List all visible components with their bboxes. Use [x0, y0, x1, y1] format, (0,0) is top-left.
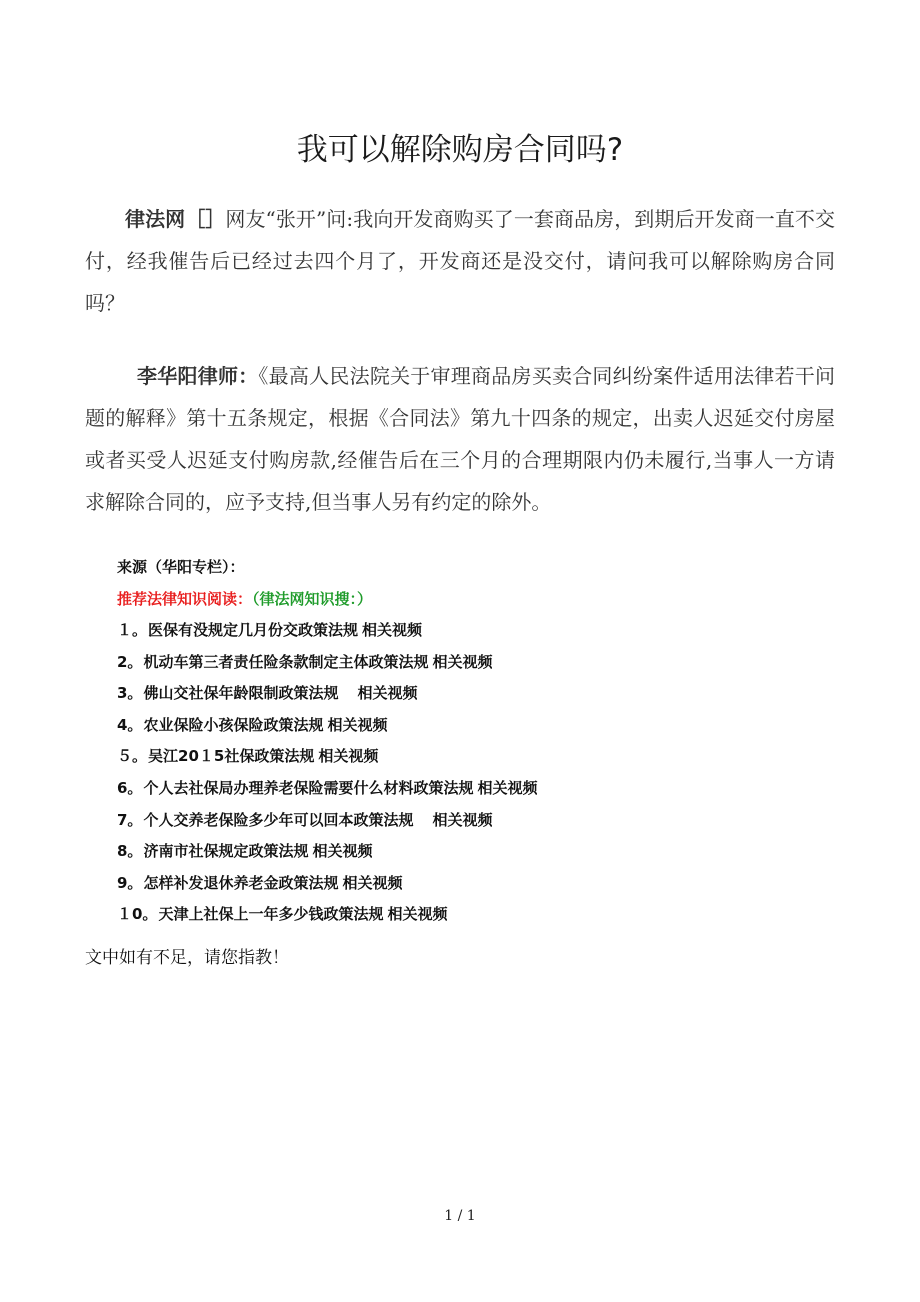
answer-paragraph [85, 355, 835, 523]
answer-lead: 李华阳律师： [137, 364, 259, 388]
article-link[interactable]: 怎样补发退休养老金政策法规 [143, 873, 339, 892]
list-item [117, 778, 537, 810]
article-link[interactable]: 个人交养老保险多少年可以回本政策法规 [143, 810, 429, 829]
item-number: ５。 [117, 747, 148, 766]
related-video-link[interactable]: 相关视频 [362, 621, 423, 639]
related-video-link[interactable]: 相关视频 [318, 747, 379, 766]
list-item [117, 652, 537, 684]
related-video-link[interactable]: 相关视频 [387, 905, 448, 924]
related-video-link[interactable]: 相关视频 [342, 873, 403, 892]
recommend-search-link[interactable]: （律法网知识搜：） [252, 590, 373, 608]
item-number: 3。 [117, 684, 143, 703]
related-video-link[interactable]: 相关视频 [432, 810, 493, 829]
item-number: 7。 [117, 810, 143, 829]
question-lead: 律法网［］ [125, 207, 226, 231]
page-number: 1 / 1 [444, 1208, 476, 1224]
recommended-articles-list [117, 620, 537, 936]
item-number: 8。 [117, 842, 143, 861]
list-item [117, 841, 537, 873]
list-item [117, 904, 537, 936]
list-item [117, 810, 537, 842]
source-line: 来源（华阳专栏）： [117, 558, 245, 576]
item-number: 2。 [117, 652, 143, 671]
article-link[interactable]: 济南市社保规定政策法规 [143, 842, 309, 861]
article-link[interactable]: 佛山交社保年龄限制政策法规 [143, 684, 354, 703]
article-link[interactable]: 天津上社保上一年多少钱政策法规 [158, 905, 384, 924]
closing-note: 文中如有不足，请您指教！ [85, 948, 289, 968]
item-number: 4。 [117, 715, 143, 734]
article-link[interactable]: 吴江20１5社保政策法规 [148, 747, 315, 766]
list-item [117, 746, 537, 778]
related-video-link[interactable]: 相关视频 [357, 684, 418, 703]
list-item [117, 620, 537, 652]
recommend-line [117, 589, 372, 609]
related-video-link[interactable]: 相关视频 [477, 778, 538, 797]
item-number: 9。 [117, 873, 143, 892]
related-video-link[interactable]: 相关视频 [432, 652, 493, 671]
article-link[interactable]: 个人去社保局办理养老保险需要什么材料政策法规 [143, 778, 474, 797]
list-item [117, 715, 537, 747]
item-number: １。 [117, 621, 148, 639]
item-number: １0。 [117, 905, 158, 924]
question-paragraph [85, 198, 835, 324]
article-link[interactable]: 机动车第三者责任险条款制定主体政策法规 [143, 652, 429, 671]
question-text: 网友“张开”问:我向开发商购买了一套商品房，到期后开发商一直不交付，经我催告后已经过去四个月了，开发商还是没交付，请问我可以解除购房合同吗？ [85, 207, 835, 315]
article-link[interactable]: 农业保险小孩保险政策法规 [143, 715, 324, 734]
list-item [117, 683, 537, 715]
related-video-link[interactable]: 相关视频 [327, 715, 388, 734]
related-video-link[interactable]: 相关视频 [312, 842, 373, 861]
recommend-label: 推荐法律知识阅读： [117, 590, 253, 608]
list-item [117, 873, 537, 905]
item-number: 6。 [117, 778, 143, 797]
article-link[interactable]: 医保有没规定几月份交政策法规 [148, 621, 359, 639]
page-title: 我可以解除购房合同吗? [296, 132, 624, 168]
answer-text: 《最高人民法院关于审理商品房买卖合同纠纷案件适用法律若干问题的解释》第十五条规定，根据《合同法》第九十四条的规定，出卖人迟延交付房屋或者买受人迟延支付购房款,经催告后在三个月的合理期限内仍未履行,当事人一方请求解除合同的，应予支持,但当事人另有约定的除外。 [85, 364, 836, 514]
